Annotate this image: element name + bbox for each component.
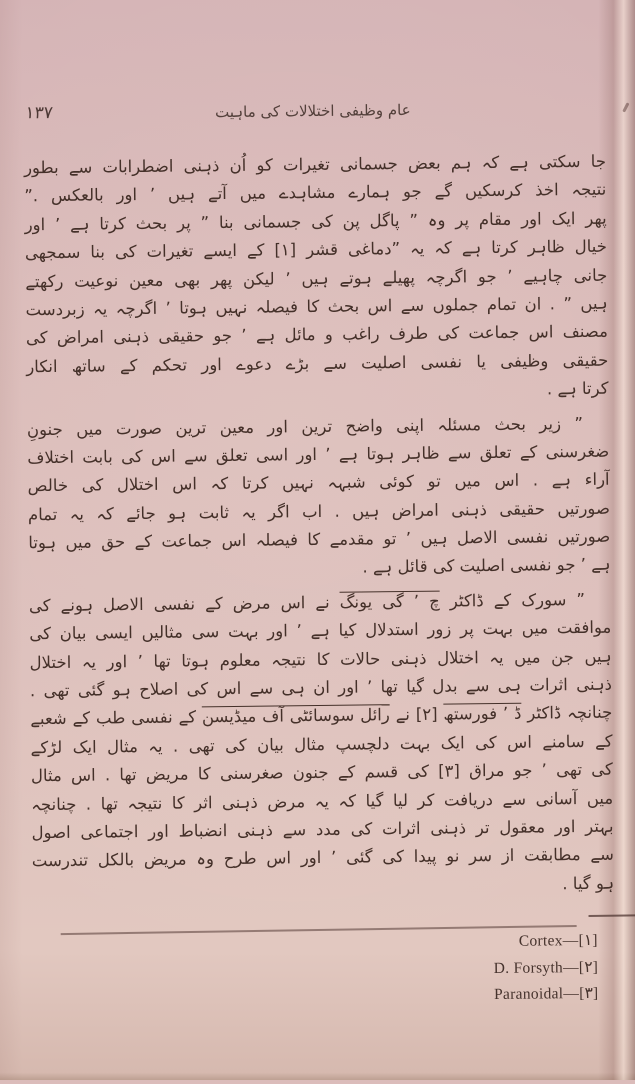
page-header-title: عام وظیفی اختلالات کی ماہیت xyxy=(214,100,411,122)
footnote-forsyth: D. Forsyth—[۲] xyxy=(493,958,599,977)
text-segment: موافقت میں بہت پر زور استدلال کیا ہے ’ اور بہت سی مثالیں ایسی بیان کی xyxy=(29,617,612,644)
text-segment: آراء ہے . اس میں تو کوئی شبہہ نہیں کرتا کہ اس اختلال کی خالص xyxy=(27,469,610,496)
paragraph xyxy=(24,148,609,410)
text-segment: ہیں جن میں یہ اختلال ذہنی حالات کا نتیجہ معلوم ہوتا تھا ’ اور یہ اختلال xyxy=(29,646,612,672)
text-segment: صورتیں حقیقی ذہنی امراض ہیں . اب اگر یہ ثابت ہو جائے کہ یہ تمام xyxy=(27,498,611,524)
text-segment: مصنف اس جماعت کی طرف راغب و مائل ہے ’ جو حقیقی ذہنی امراض کی xyxy=(25,322,609,348)
text-segment: بہتر اور معقول تر ذہنی اثرات کی مدد سے ذہنی انضباط اور اجتماعی اصول xyxy=(31,816,614,843)
paragraph xyxy=(27,409,611,586)
overlined-name: رائل سوسائٹی آف میڈیسن xyxy=(201,705,390,727)
text-segment: خیال ظاہر کرتا ہے کہ یہ ”دماغی قشر [۱] کے ایسے تغیرات کی بنا سمجھی xyxy=(24,236,608,263)
footnote-separator-short xyxy=(589,914,635,917)
paragraph xyxy=(29,586,615,905)
text-segment: کے سامنے اس کی ایک بہت دلچسپ مثال بیان کی تھی . یہ مثال ایک لڑکے xyxy=(30,731,613,758)
text-segment: جانی چاہیے ’ جو اگرچہ پھیلے ہوتے ہیں ’ لیکن پھر بھی معین نوعیت رکھتے xyxy=(25,265,608,291)
text-segment: جا سکتی ہے کہ ہم بعض جسمانی تغیرات کو اُن ذہنی اضطرابات سے بطور xyxy=(23,151,607,178)
text-segment: ہو گیا . xyxy=(562,873,615,894)
overlined-name: ڈ ’ فورستھ xyxy=(443,704,522,725)
text-segment: کے نفسی طب کے شعبے xyxy=(30,707,203,729)
text-segment: ” زیر بحث مسئلہ اپنی واضح ترین اور معین ترین صورت میں جنونِ xyxy=(26,413,584,439)
text-segment: سے مطابقت از سر نو پیدا کی گئی ’ اور اس طرح وہ مریض بالکل تندرست xyxy=(31,845,614,871)
text-segment: میں آسانی سے دریافت کر لیا گیا کہ یہ مرض ذہنی اثر کا نتیجہ تھا . چنانچہ xyxy=(31,788,614,814)
text-segment: ذہنی اثرات ہی سے بدل گیا تھا ’ اور ان ہی سے اس کی اصلاح ہو گئی تھی . xyxy=(29,674,613,701)
text-segment: ہے ’ جو نفسی اصلیت کی قائل ہے . xyxy=(362,555,611,577)
footnote-cortex: Cortex—[۱] xyxy=(518,931,598,950)
overlined-name: چ ’ گی یونگ xyxy=(339,591,440,612)
text-line xyxy=(28,551,610,586)
text-segment: [۲] نے xyxy=(389,705,444,725)
footnotes xyxy=(493,928,598,1009)
body-text xyxy=(24,148,614,905)
text-segment: حقیقی وظیفی یا نفسی اصلیت سے بڑے دعوے اور تحکم کے ساتھ انکار xyxy=(26,350,609,377)
page-number: ۱۳۷ xyxy=(24,102,54,124)
text-segment: صورتیں نفسی الاصل ہیں ’ تو مقدمے کا فیصلہ اس جماعت کے حق میں ہوتا xyxy=(28,526,611,553)
text-segment: کی تھی ’ جو مراق [۳] کی قسم کے جنون صغرسنی کا مریض تھا . اس مثال xyxy=(30,759,613,786)
text-segment: ہیں ” . ان تمام جملوں سے اس بحث کا فیصلہ نہیں ہوتا ’ اگرچہ یہ زبردست xyxy=(25,293,608,320)
text-segment: نے اس مرض کے نفسی الاصل ہونے کی xyxy=(28,592,340,616)
text-segment: ضغرسنی کے تعلق سے ظاہر ہوتا ہے ’ اور اسی تعلق سے اس کی بابت اختلاف xyxy=(27,441,610,468)
text-segment: کرتا ہے . xyxy=(546,378,609,399)
text-segment: ” سورک کے ڈاکٹر xyxy=(439,589,586,611)
text-segment: پھر ایک اور مقام پر وہ ” پاگل پن کی جسمانی بنا ” پر بحث کرتا ہے ’ اور xyxy=(24,208,607,235)
text-segment: چنانچہ ڈاکٹر xyxy=(521,703,613,724)
footnote-paranoidal: Paranoidal—[۳] xyxy=(493,984,599,1004)
text-segment: نتیجہ اخذ کرسکیں گے جو ہمارے مشاہدے میں آتے ہیں ’ اور بالعکس .” xyxy=(24,180,607,206)
